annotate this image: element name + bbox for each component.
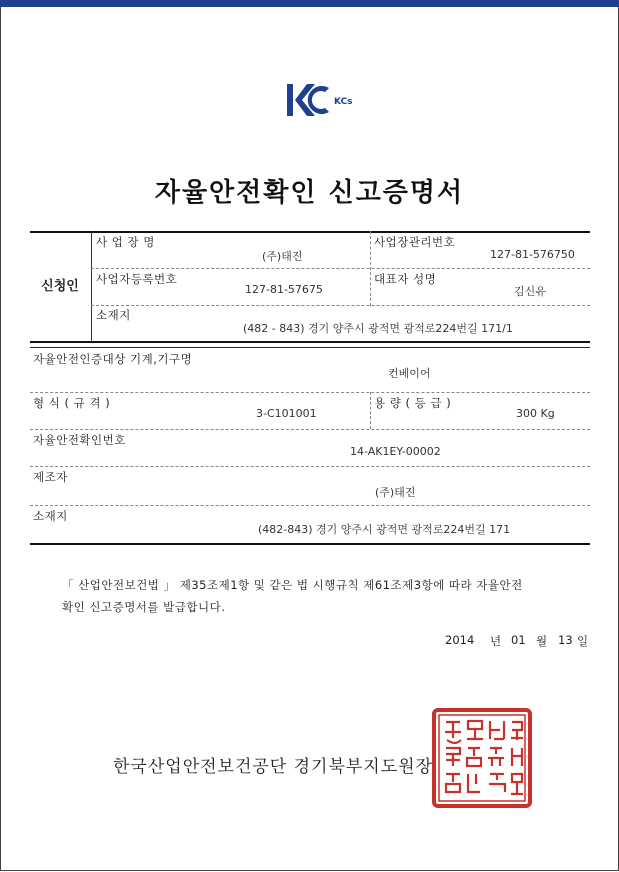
mgmt-no-value: 127-81-576750 [490,248,575,261]
date-year: 2014 [445,633,475,647]
statement-line-1: 「 산업안전보건법 」 제35조제1항 및 같은 법 시행규칙 제61조제3항에 따라 자율안전 [62,578,523,592]
logo-mark-text: KCs [334,97,353,107]
capacity-label: 용 량 ( 등 급 ) [374,396,452,410]
table-bottom-border [30,543,590,545]
machine-value: 컨베이어 [388,367,431,380]
statement-line-2: 확인 신고증명서를 발급합니다. [62,600,226,614]
row-divider [91,305,590,306]
row-divider [30,429,590,430]
model-col-divider [370,392,371,429]
mgmt-no-label: 사업장관리번호 [374,235,456,249]
issuer-name: 한국산업안전보건공단 경기북부지도원장 [113,757,433,777]
maker-label: 제조자 [33,470,68,484]
maker-address-value: (482-843) 경기 양주시 광적면 광적로224번길 171 [258,523,511,536]
capacity-value: 300 Kg [516,407,555,420]
maker-address-label: 소재지 [33,509,68,523]
kcs-logo [285,80,353,120]
date-day-unit: 일 [577,634,589,648]
business-name-value: (주)태진 [262,250,303,263]
business-name-label: 사 업 장 명 [96,235,155,249]
applicant-address-label: 소재지 [96,308,131,322]
model-value: 3-C101001 [256,407,317,420]
reg-no-value: 127-81-57675 [245,283,323,296]
maker-value: (주)태진 [375,486,416,499]
reg-no-label: 사업자등록번호 [96,272,178,286]
top-color-bar [0,0,619,7]
model-label: 형 식 ( 규 격 ) [33,396,111,410]
rep-value: 김신유 [514,285,546,298]
machine-label: 자율안전인증대상 기계,기구명 [33,352,193,366]
row-divider [30,466,590,467]
confirm-no-value: 14-AK1EY-00002 [350,445,441,458]
applicant-label: 신청인 [41,279,79,294]
document-title: 자율안전확인 신고증명서 [154,178,465,208]
table-top-border [30,231,590,233]
confirm-no-label: 자율안전확인번호 [33,433,126,447]
row-divider [30,392,590,393]
section-divider [30,341,590,343]
date-day: 13 [558,633,573,647]
date-month-unit: 월 [536,634,548,648]
official-seal [432,708,532,808]
rep-label: 대표자 성명 [374,272,437,286]
row-divider [30,505,590,506]
applicant-divider [91,231,92,341]
date-year-unit: 년 [490,634,502,648]
date-month: 01 [511,633,526,647]
applicant-address-value: (482 - 843) 경기 양주시 광적면 광적로224번길 171/1 [243,322,513,335]
section-divider [30,347,590,348]
row-divider [91,268,590,269]
